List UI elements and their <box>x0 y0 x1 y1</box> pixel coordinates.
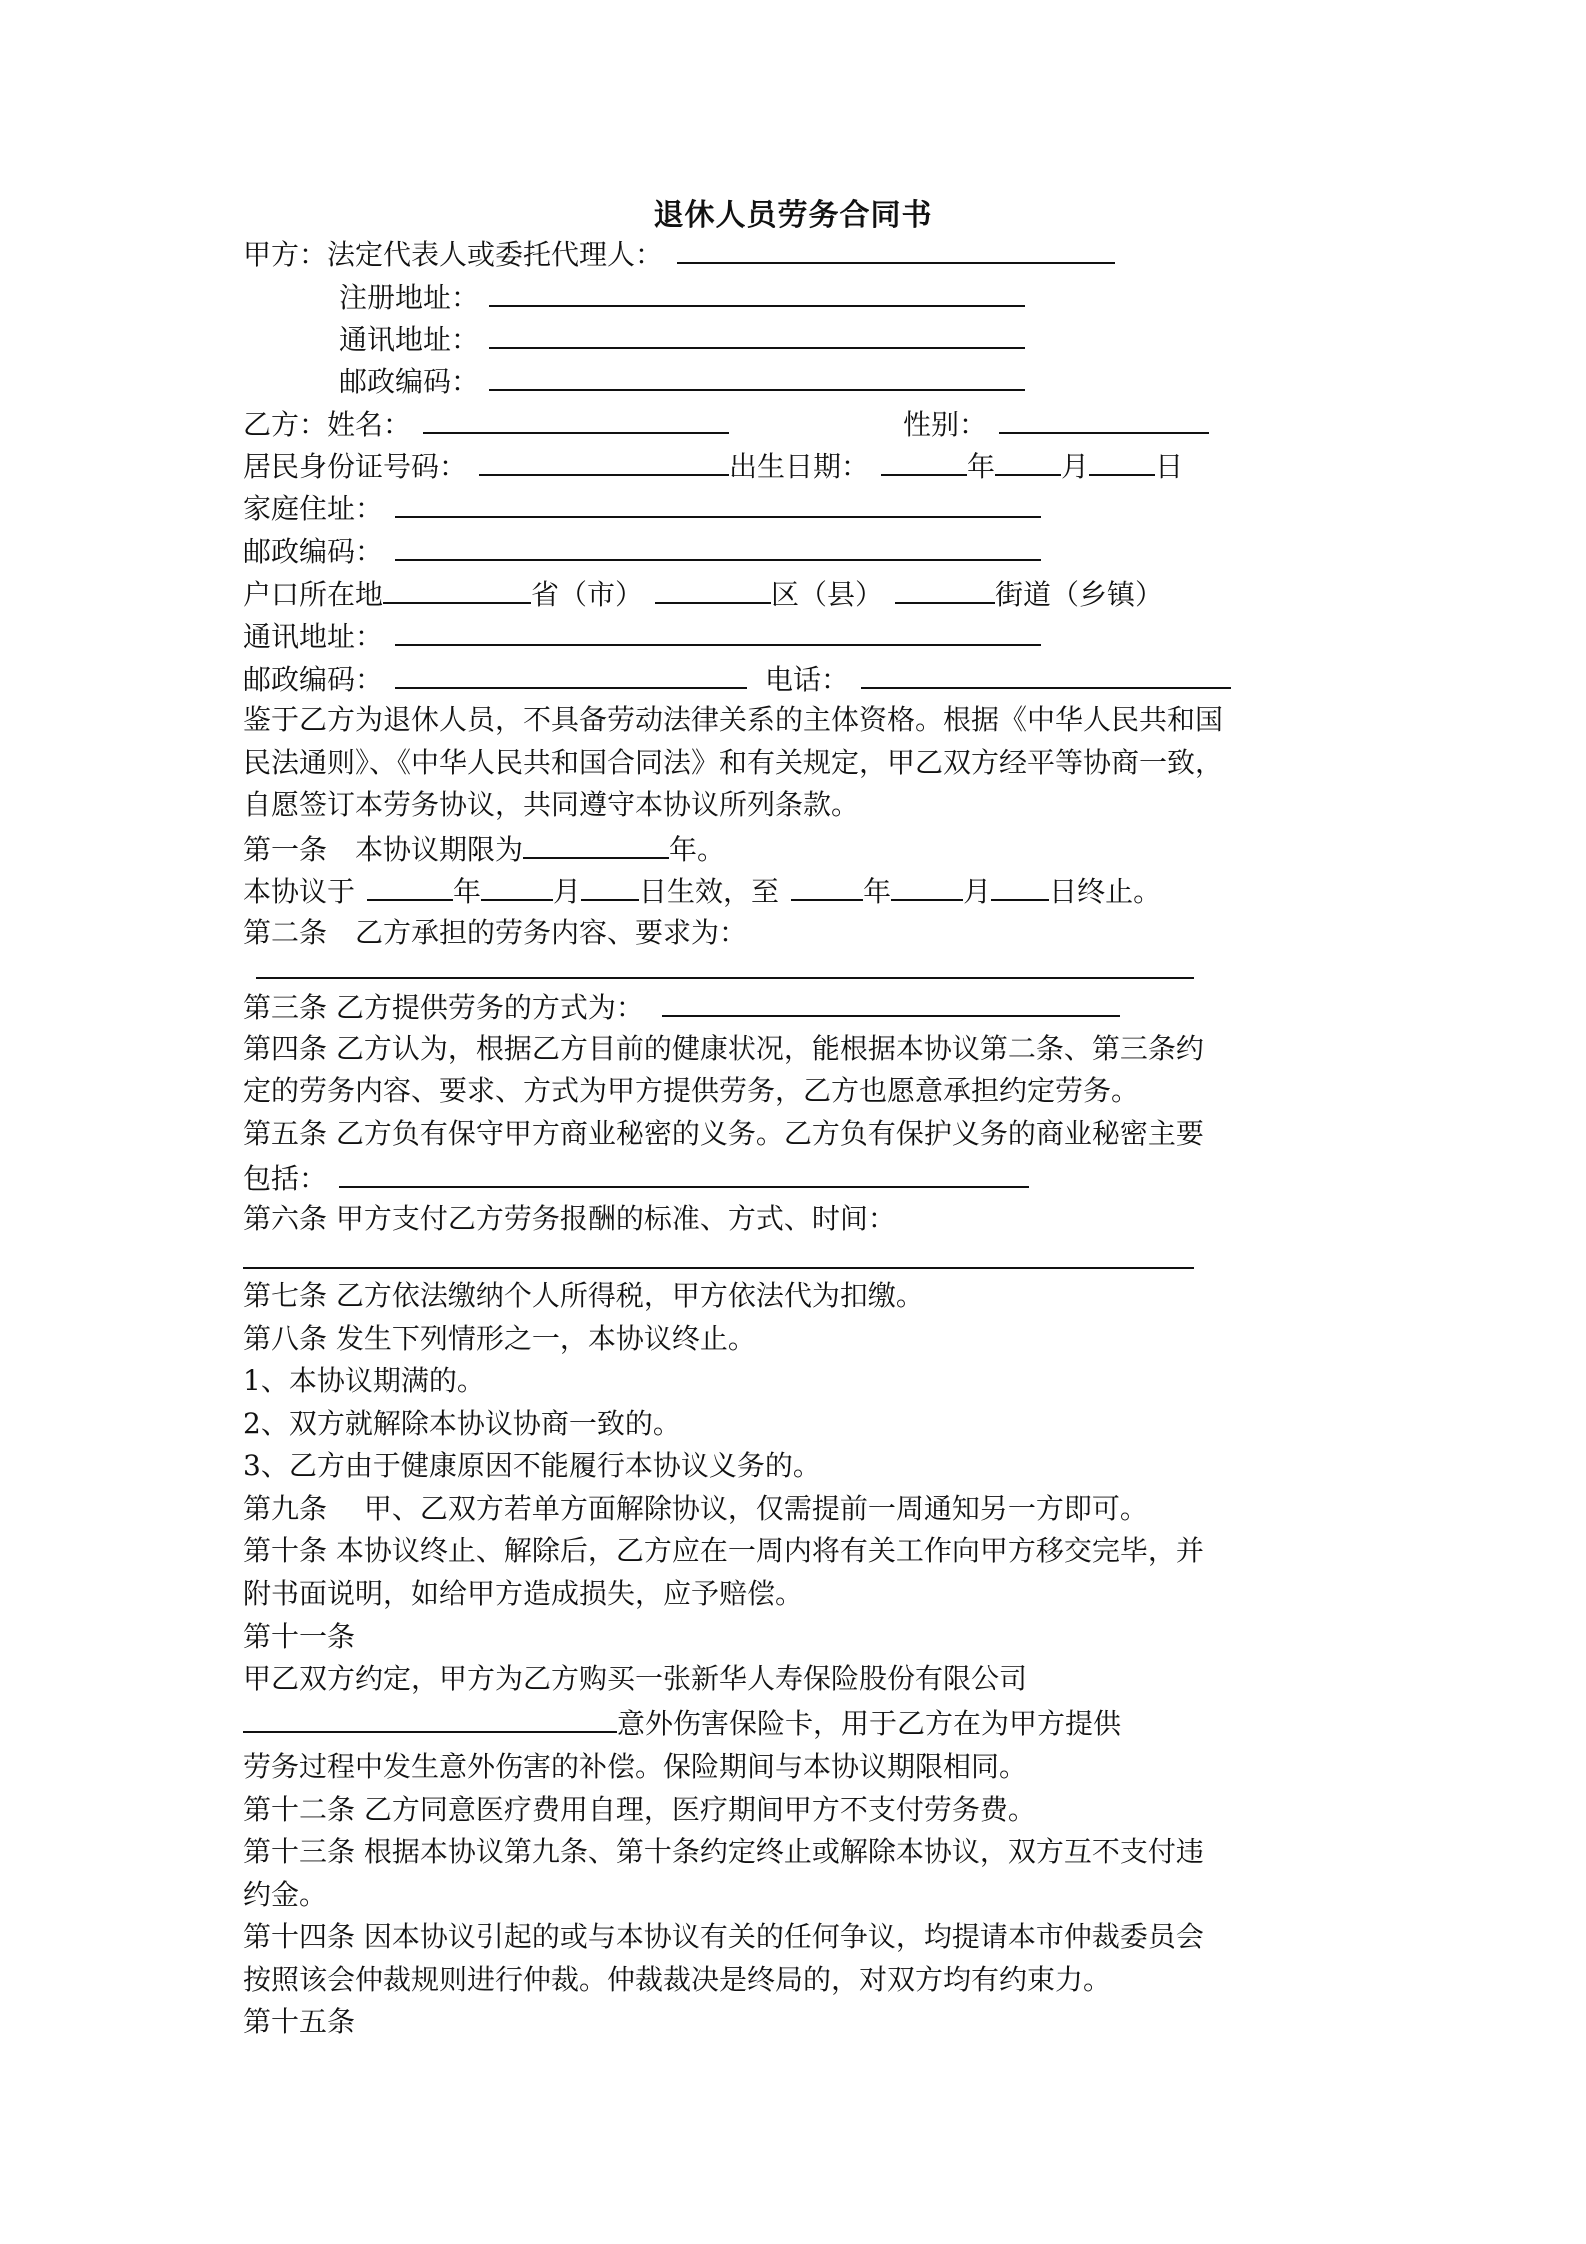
start-month-label: 月 <box>553 875 582 908</box>
article-8-item-1: 1、本协议期满的。 <box>243 1364 485 1397</box>
party-a-mailing-address-field[interactable] <box>489 321 1025 349</box>
article-12: 第十二条 乙方同意医疗费用自理，医疗期间甲方不支付劳务费。 <box>243 1793 1036 1826</box>
party-a-mailing-address-line <box>339 321 1025 357</box>
hukou-district-field[interactable] <box>655 576 771 604</box>
party-a-representative-line <box>243 236 1115 272</box>
effective-label: 本协议于 <box>243 875 356 908</box>
article-2-content-field[interactable] <box>256 977 1194 979</box>
start-year-label: 年 <box>453 875 482 908</box>
agreement-term-field[interactable] <box>523 831 669 859</box>
preamble-line-3: 自愿签订本劳务协议，共同遵守本协议所列条款。 <box>243 788 860 821</box>
hukou-district-label: 区（县） <box>771 578 884 611</box>
party-b-name-line <box>243 406 729 442</box>
party-b-gender-field[interactable] <box>999 406 1209 434</box>
party-b-postal-code-label: 邮政编码： <box>243 535 384 568</box>
party-b-mailing-address-line <box>243 618 1041 654</box>
hukou-province-label: 省（市） <box>531 578 644 611</box>
document-title: 退休人员劳务合同书 <box>653 198 933 233</box>
party-a-representative-label: 甲方：法定代表人或委托代理人： <box>243 238 664 271</box>
end-year-label: 年 <box>863 875 892 908</box>
party-a-registered-address-field[interactable] <box>489 279 1025 307</box>
article-1-dates-line <box>243 873 1161 909</box>
end-label: 日终止。 <box>1049 875 1162 908</box>
party-b-mailing-address-label: 通讯地址： <box>243 620 384 653</box>
party-a-postal-code-field[interactable] <box>489 363 1025 391</box>
party-a-mailing-address-label: 通讯地址： <box>339 323 480 356</box>
party-a-registered-address-line <box>339 279 1025 315</box>
party-b-postal-code-2-label: 邮政编码： <box>243 663 384 696</box>
article-11-line-2-text: 意外伤害保险卡，用于乙方在为甲方提供 <box>617 1707 1122 1740</box>
party-a-registered-address-label: 注册地址： <box>339 281 480 314</box>
article-7: 第七条 乙方依法缴纳个人所得税，甲方依法代为扣缴。 <box>243 1279 924 1312</box>
article-8-item-2: 2、双方就解除本协议协商一致的。 <box>243 1407 681 1440</box>
party-b-id-field[interactable] <box>479 448 729 476</box>
party-b-postal-code-2-field[interactable] <box>395 661 747 689</box>
hukou-street-field[interactable] <box>895 576 995 604</box>
start-day-field[interactable] <box>581 873 639 901</box>
end-month-field[interactable] <box>891 873 963 901</box>
hukou-province-field[interactable] <box>383 576 531 604</box>
article-5-line-2 <box>243 1160 1029 1196</box>
party-b-home-address-line <box>243 490 1041 526</box>
article-9: 第九条 甲、乙双方若单方面解除协议，仅需提前一周通知另一方即可。 <box>243 1492 1148 1525</box>
article-4-line-2: 定的劳务内容、要求、方式为甲方提供劳务，乙方也愿意承担约定劳务。 <box>243 1074 1140 1107</box>
party-b-phone-field[interactable] <box>861 661 1231 689</box>
effective-mid-label: 日生效，至 <box>639 875 780 908</box>
article-1-prefix: 第一条 本协议期限为 <box>243 833 524 866</box>
preamble-line-1: 鉴于乙方为退休人员，不具备劳动法律关系的主体资格。根据《中华人民共和国 <box>243 703 1224 736</box>
birth-month-field[interactable] <box>995 448 1061 476</box>
trade-secrets-field[interactable] <box>339 1160 1029 1188</box>
party-b-hukou-line <box>243 576 1163 612</box>
start-month-field[interactable] <box>481 873 553 901</box>
party-b-mailing-address-field[interactable] <box>395 618 1041 646</box>
end-year-field[interactable] <box>791 873 863 901</box>
party-b-gender-label: 性别： <box>903 408 988 441</box>
article-14-line-2: 按照该会仲裁规则进行仲裁。仲裁裁决是终局的，对双方均有约束力。 <box>243 1963 1112 1996</box>
article-3-method-field[interactable] <box>662 989 1120 1017</box>
preamble-line-2: 民法通则》、《中华人民共和国合同法》和有关规定，甲乙双方经平等协商一致， <box>243 746 1224 779</box>
article-1-term-line <box>243 831 725 867</box>
article-8: 第八条 发生下列情形之一，本协议终止。 <box>243 1322 756 1355</box>
party-b-name-field[interactable] <box>423 406 729 434</box>
article-3-line <box>243 989 1120 1025</box>
birth-year-field[interactable] <box>881 448 967 476</box>
start-year-field[interactable] <box>367 873 453 901</box>
end-day-field[interactable] <box>991 873 1049 901</box>
party-b-name-label: 乙方：姓名： <box>243 408 412 441</box>
article-2: 第二条 乙方承担的劳务内容、要求为： <box>243 916 748 949</box>
party-a-postal-code-label: 邮政编码： <box>339 365 480 398</box>
party-b-gender-line <box>903 406 1209 442</box>
article-8-item-3: 3、乙方由于健康原因不能履行本协议义务的。 <box>243 1449 821 1482</box>
article-15: 第十五条 <box>243 2005 356 2038</box>
party-b-id-line <box>243 448 1183 484</box>
article-10-line-1: 第十条 本协议终止、解除后，乙方应在一周内将有关工作向甲方移交完毕，并 <box>243 1534 1204 1567</box>
article-6-payment-field[interactable] <box>243 1267 1194 1269</box>
article-13-line-2: 约金。 <box>243 1878 328 1911</box>
party-b-postal-code-field[interactable] <box>395 533 1041 561</box>
article-13-line-1: 第十三条 根据本协议第九条、第十条约定终止或解除本协议，双方互不支付违 <box>243 1835 1204 1868</box>
party-b-postal-code-line <box>243 533 1041 569</box>
party-b-birth-date-label: 出生日期： <box>729 450 870 483</box>
party-a-representative-field[interactable] <box>677 236 1115 264</box>
birth-day-label: 日 <box>1155 450 1184 483</box>
article-1-suffix: 年。 <box>669 833 726 866</box>
party-b-home-address-field[interactable] <box>395 490 1041 518</box>
article-14-line-1: 第十四条 因本协议引起的或与本协议有关的任何争议，均提请本市仲裁委员会 <box>243 1920 1204 1953</box>
hukou-label: 户口所在地 <box>243 578 384 611</box>
article-11-heading: 第十一条 <box>243 1620 356 1653</box>
article-3-label: 第三条 乙方提供劳务的方式为： <box>243 991 644 1024</box>
article-5-line-1: 第五条 乙方负有保守甲方商业秘密的义务。乙方负有保护义务的商业秘密主要 <box>243 1117 1204 1150</box>
end-month-label: 月 <box>963 875 992 908</box>
party-b-postal-phone-line <box>243 661 1231 697</box>
article-4-line-1: 第四条 乙方认为，根据乙方目前的健康状况，能根据本协议第二条、第三条约 <box>243 1032 1204 1065</box>
birth-day-field[interactable] <box>1089 448 1155 476</box>
party-b-home-address-label: 家庭住址： <box>243 492 384 525</box>
party-b-phone-label: 电话： <box>765 663 850 696</box>
article-6: 第六条 甲方支付乙方劳务报酬的标准、方式、时间： <box>243 1202 896 1235</box>
article-5-includes-label: 包括： <box>243 1162 328 1195</box>
article-11-line-3: 劳务过程中发生意外伤害的补偿。保险期间与本协议期限相同。 <box>243 1750 1028 1783</box>
birth-month-label: 月 <box>1061 450 1090 483</box>
party-b-id-label: 居民身份证号码： <box>243 450 468 483</box>
article-10-line-2: 附书面说明，如给甲方造成损失，应予赔偿。 <box>243 1577 804 1610</box>
article-11-line-1: 甲乙双方约定，甲方为乙方购买一张新华人寿保险股份有限公司 <box>243 1662 1028 1695</box>
insurance-type-field[interactable] <box>243 1705 617 1733</box>
birth-year-label: 年 <box>967 450 996 483</box>
hukou-street-label: 街道（乡镇） <box>995 578 1164 611</box>
article-11-line-2 <box>243 1705 1121 1741</box>
party-a-postal-code-line <box>339 363 1025 399</box>
